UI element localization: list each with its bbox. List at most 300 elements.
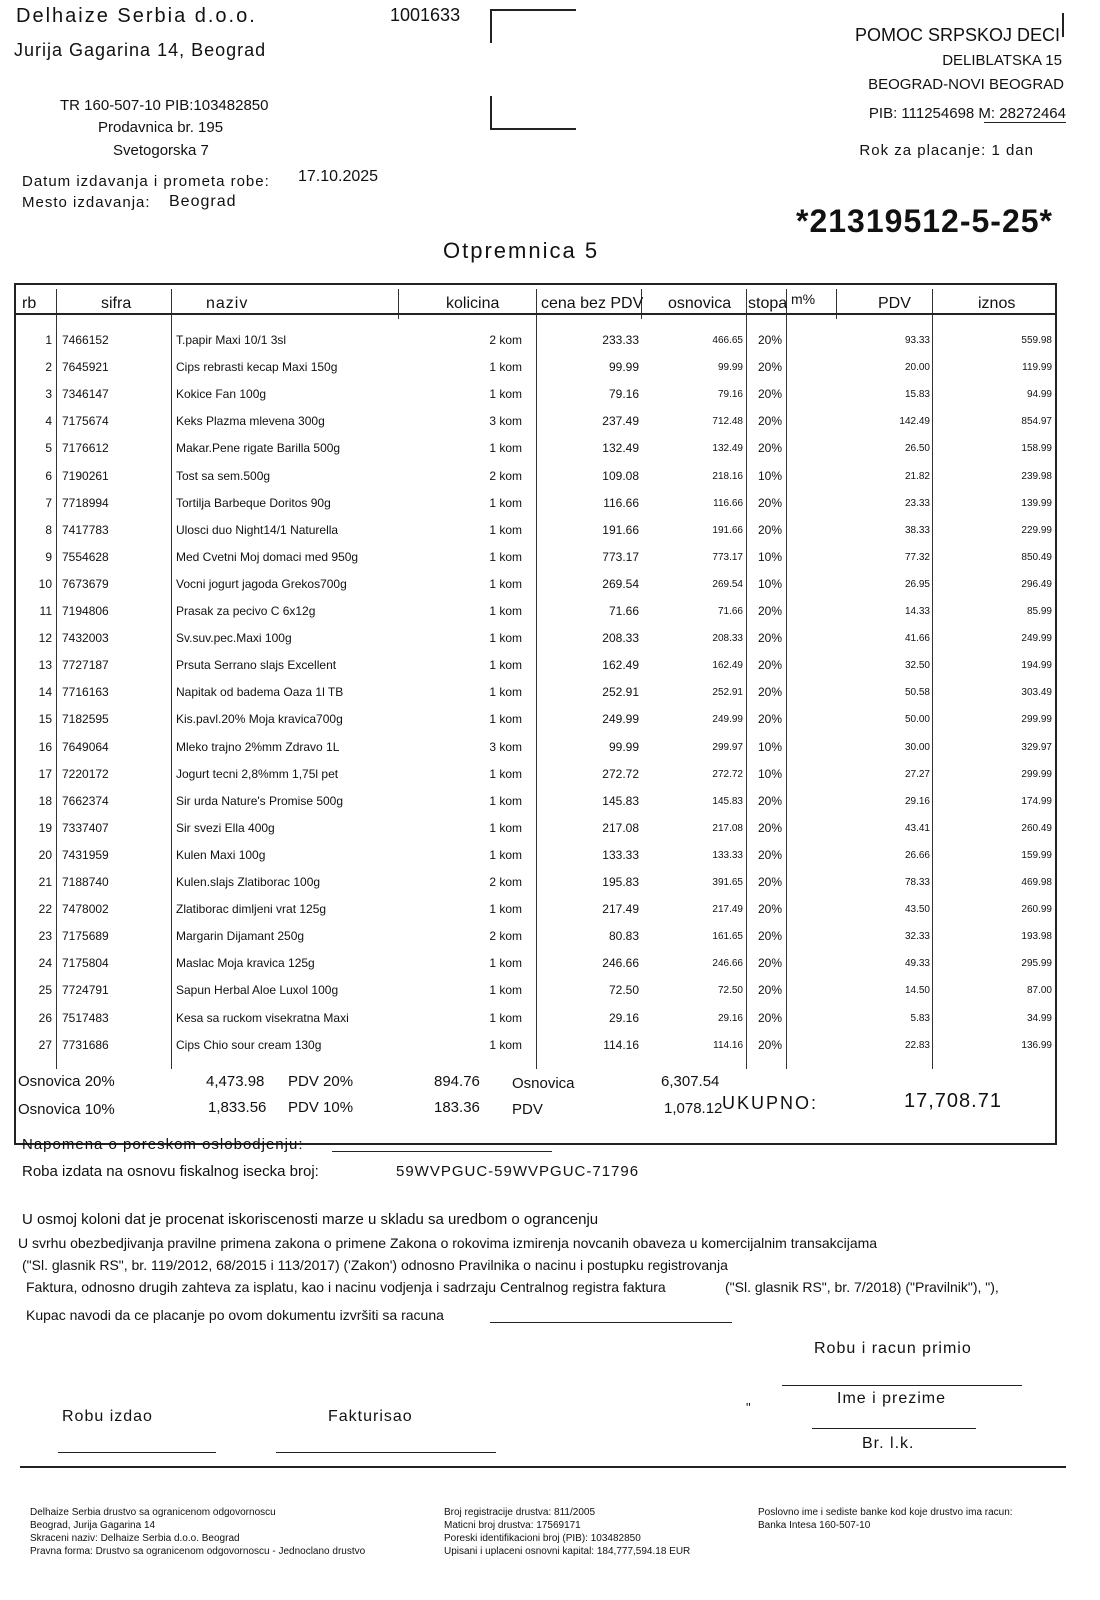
cell-osn: 191.66 bbox=[712, 524, 743, 536]
cell-naziv: T.papir Maxi 10/1 3sl bbox=[176, 333, 287, 347]
cell-rb: 3 bbox=[45, 387, 52, 402]
cell-cena: 162.49 bbox=[602, 658, 639, 673]
cell-osn: 29.16 bbox=[717, 1012, 743, 1024]
cell-iznos: 303.49 bbox=[1021, 687, 1052, 699]
header-pdv: PDV bbox=[878, 295, 911, 312]
buyer-pib-underline bbox=[984, 122, 1066, 123]
cell-stopa: 10% bbox=[758, 468, 783, 483]
cell-pdv: 50.00 bbox=[904, 714, 930, 726]
cell-pdv: 43.41 bbox=[904, 822, 930, 834]
cell-kol: 2 kom bbox=[489, 333, 522, 347]
table-row bbox=[16, 1007, 1055, 1034]
cell-sifra: 7673679 bbox=[62, 576, 109, 591]
cell-sifra: 7194806 bbox=[62, 604, 109, 618]
cell-stopa: 20% bbox=[758, 387, 783, 402]
cell-cena: 79.16 bbox=[608, 387, 639, 402]
primio-label: Robu i racun primio bbox=[814, 1340, 972, 1357]
cell-osn: 208.33 bbox=[712, 633, 743, 645]
footer-line: Beograd, Jurija Gagarina 14 bbox=[30, 1520, 156, 1531]
header-osnovica: osnovica bbox=[668, 295, 732, 312]
cell-pdv: 20.00 bbox=[904, 362, 930, 374]
brlk-label: Br. l.k. bbox=[862, 1435, 915, 1452]
cell-pdv: 29.16 bbox=[904, 795, 930, 807]
cell-naziv: Prsuta Serrano slajs Excellent bbox=[176, 658, 337, 673]
cell-pdv: 22.83 bbox=[904, 1039, 930, 1051]
seller-tr-pib: TR 160-507-10 PIB:103482850 bbox=[60, 97, 269, 114]
cell-pdv: 32.33 bbox=[904, 931, 930, 943]
cell-kol: 2 kom bbox=[489, 875, 522, 889]
cell-iznos: 229.99 bbox=[1021, 524, 1052, 536]
ime-prezime-label: Ime i prezime bbox=[837, 1390, 947, 1407]
cell-stopa: 20% bbox=[758, 929, 783, 944]
cell-rb: 24 bbox=[38, 956, 52, 971]
cell-pdv: 93.33 bbox=[904, 335, 930, 346]
table-row bbox=[16, 925, 1055, 952]
cell-cena: 99.99 bbox=[608, 360, 639, 375]
cell-pdv: 38.33 bbox=[904, 524, 930, 536]
table-row bbox=[16, 437, 1055, 464]
cell-rb: 21 bbox=[38, 875, 52, 889]
cell-cena: 246.66 bbox=[602, 956, 639, 971]
cell-kol: 1 kom bbox=[489, 1010, 522, 1025]
cell-cena: 80.83 bbox=[608, 929, 639, 944]
issue-date-value: 17.10.2025 bbox=[298, 168, 379, 185]
header-cena: cena bez PDV bbox=[541, 295, 644, 312]
cell-naziv: Vocni jogurt jagoda Grekos700g bbox=[176, 576, 347, 591]
table-row bbox=[16, 763, 1055, 790]
cell-naziv: Sir svezi Ella 400g bbox=[176, 820, 275, 835]
cell-iznos: 136.99 bbox=[1021, 1039, 1052, 1051]
cell-kol: 1 kom bbox=[489, 820, 522, 835]
cell-iznos: 158.99 bbox=[1021, 443, 1052, 455]
cell-sifra: 7220172 bbox=[62, 766, 109, 781]
table-row bbox=[16, 410, 1055, 437]
cell-sifra: 7432003 bbox=[62, 631, 109, 646]
cell-rb: 2 bbox=[45, 360, 52, 375]
address-window-bracket-bottom bbox=[490, 96, 576, 130]
cell-rb: 15 bbox=[38, 712, 52, 727]
cell-sifra: 7346147 bbox=[62, 387, 109, 402]
issue-place-value: Beograd bbox=[169, 193, 237, 210]
cell-sifra: 7649064 bbox=[62, 739, 109, 754]
cell-naziv: Jogurt tecni 2,8%mm 1,75l pet bbox=[176, 766, 339, 781]
cell-kol: 1 kom bbox=[489, 956, 522, 971]
cell-iznos: 299.99 bbox=[1021, 768, 1052, 780]
cell-osn: 246.66 bbox=[712, 958, 743, 970]
kupac-note: Kupac navodi da ce placanje po ovom dokumentu izvršiti sa racuna bbox=[26, 1307, 444, 1323]
cell-osn: 161.65 bbox=[712, 931, 743, 943]
fakturisao-line bbox=[276, 1452, 496, 1453]
cell-iznos: 139.99 bbox=[1021, 497, 1052, 509]
cell-sifra: 7718994 bbox=[62, 495, 109, 510]
quote-mark: " bbox=[746, 1400, 751, 1415]
footer-line: Skraceni naziv: Delhaize Serbia d.o.o. Beograd bbox=[30, 1533, 240, 1544]
cell-osn: 466.65 bbox=[712, 335, 743, 346]
footer-registration-info bbox=[444, 1506, 690, 1558]
table-row bbox=[16, 681, 1055, 708]
footer-company-info bbox=[30, 1506, 365, 1558]
cell-stopa: 20% bbox=[758, 604, 783, 618]
document-title: Otpremnica 5 bbox=[443, 238, 600, 263]
cell-sifra: 7190261 bbox=[62, 468, 109, 483]
table-row bbox=[16, 465, 1055, 492]
cell-naziv: Sv.suv.pec.Maxi 100g bbox=[176, 631, 292, 646]
header-stopa: stopa bbox=[748, 295, 788, 312]
cell-stopa: 10% bbox=[758, 549, 783, 564]
cell-osn: 272.72 bbox=[712, 768, 743, 780]
header-rb: rb bbox=[22, 295, 37, 312]
cell-osn: 145.83 bbox=[712, 795, 743, 807]
header-marza: m% bbox=[791, 291, 816, 307]
cell-pdv: 41.66 bbox=[904, 633, 930, 645]
cell-iznos: 854.97 bbox=[1021, 416, 1052, 428]
cell-pdv: 26.95 bbox=[904, 578, 930, 590]
pdv10-value: 183.36 bbox=[434, 1099, 480, 1116]
cell-stopa: 20% bbox=[758, 875, 783, 889]
cell-kol: 1 kom bbox=[489, 1037, 522, 1052]
cell-naziv: Tost sa sem.500g bbox=[176, 468, 271, 483]
cell-iznos: 469.98 bbox=[1021, 877, 1052, 888]
cell-osn: 71.66 bbox=[717, 606, 743, 617]
cell-cena: 272.72 bbox=[602, 766, 639, 781]
payment-term: Rok za placanje: 1 dan bbox=[859, 142, 1034, 159]
cell-kol: 1 kom bbox=[489, 902, 522, 917]
cell-stopa: 20% bbox=[758, 333, 783, 347]
cell-iznos: 295.99 bbox=[1021, 958, 1052, 970]
footer-bank-info bbox=[758, 1506, 1013, 1532]
cell-pdv: 5.83 bbox=[910, 1012, 930, 1024]
cell-cena: 116.66 bbox=[603, 495, 639, 510]
cell-cena: 71.66 bbox=[608, 604, 639, 618]
cell-stopa: 10% bbox=[758, 766, 783, 781]
cell-osn: 712.48 bbox=[712, 416, 743, 428]
robu-izdao-label: Robu izdao bbox=[62, 1408, 153, 1425]
cell-rb: 9 bbox=[45, 549, 52, 564]
table-row bbox=[16, 952, 1055, 979]
cell-sifra: 7182595 bbox=[62, 712, 109, 727]
cell-pdv: 21.82 bbox=[904, 470, 930, 482]
cell-naziv: Sir urda Nature's Promise 500g bbox=[176, 793, 344, 808]
cell-stopa: 10% bbox=[758, 576, 783, 591]
cell-naziv: Sapun Herbal Aloe Luxol 100g bbox=[176, 983, 339, 998]
cell-stopa: 20% bbox=[758, 360, 783, 375]
issue-date-label: Datum izdavanja i prometa robe: bbox=[22, 173, 270, 190]
cell-sifra: 7517483 bbox=[62, 1010, 109, 1025]
cell-pdv: 23.33 bbox=[904, 497, 930, 509]
seller-name: Delhaize Serbia d.o.o. bbox=[16, 5, 257, 27]
cell-osn: 99.99 bbox=[717, 362, 743, 374]
osnovica20-value: 4,473.98 bbox=[206, 1073, 265, 1090]
cell-rb: 17 bbox=[38, 766, 52, 781]
cell-cena: 114.16 bbox=[603, 1037, 639, 1052]
cell-stopa: 20% bbox=[758, 847, 783, 862]
table-row bbox=[16, 519, 1055, 546]
cell-kol: 1 kom bbox=[489, 712, 522, 727]
cell-cena: 145.83 bbox=[602, 793, 639, 808]
marza-note: U osmoj koloni dat je procenat iskoriscenosti marze u skladu sa uredbom o ograncenju bbox=[22, 1211, 599, 1228]
buyer-pib: PIB: 111254698 M: 28272464 bbox=[868, 105, 1066, 122]
cell-rb: 25 bbox=[38, 983, 52, 998]
cell-cena: 249.99 bbox=[602, 712, 639, 727]
cell-kol: 1 kom bbox=[489, 658, 522, 673]
ukupno-value: 17,708.71 bbox=[904, 1090, 1002, 1112]
cell-cena: 217.49 bbox=[602, 902, 639, 917]
napomena-label: Napomena o poreskom oslobodjenju: bbox=[22, 1136, 304, 1153]
cell-pdv: 78.33 bbox=[904, 877, 930, 888]
cell-osn: 299.97 bbox=[712, 741, 743, 753]
header-kolicina: kolicina bbox=[446, 295, 500, 312]
cell-sifra: 7175689 bbox=[62, 929, 109, 944]
cell-cena: 99.99 bbox=[608, 739, 639, 754]
footer-divider bbox=[20, 1466, 1066, 1468]
seller-store: Prodavnica br. 195 bbox=[98, 119, 224, 136]
cell-sifra: 7417783 bbox=[62, 522, 109, 537]
cell-osn: 116.66 bbox=[713, 497, 743, 509]
legal-line-3a: Faktura, odnosno drugih zahteva za isplatu, kao i nacinu vodjenja i sadrzaju Centralnog registra faktura bbox=[26, 1279, 666, 1295]
cell-sifra: 7716163 bbox=[62, 685, 109, 700]
cell-kol: 1 kom bbox=[489, 604, 522, 618]
header-divider bbox=[16, 313, 1055, 315]
cell-iznos: 174.99 bbox=[1021, 795, 1052, 807]
footer-line: Poslovno ime i sediste banke kod koje drustvo ima racun: bbox=[758, 1507, 1013, 1518]
cell-cena: 208.33 bbox=[602, 631, 639, 646]
cell-naziv: Margarin Dijamant 250g bbox=[176, 929, 305, 944]
table-row bbox=[16, 383, 1055, 410]
cell-rb: 12 bbox=[38, 631, 52, 646]
footer-line: Maticni broj drustva: 17569171 bbox=[444, 1520, 581, 1531]
cell-rb: 8 bbox=[45, 522, 52, 537]
cell-naziv: Keks Plazma mlevena 300g bbox=[176, 414, 325, 429]
table-row bbox=[16, 708, 1055, 735]
cell-stopa: 20% bbox=[758, 793, 783, 808]
cell-rb: 20 bbox=[38, 847, 52, 862]
table-row bbox=[16, 844, 1055, 871]
cell-pdv: 77.32 bbox=[904, 551, 930, 563]
cell-pdv: 32.50 bbox=[904, 660, 930, 672]
cell-kol: 1 kom bbox=[489, 983, 522, 998]
cell-sifra: 7554628 bbox=[62, 549, 109, 564]
cell-naziv: Mleko trajno 2%mm Zdravo 1L bbox=[176, 739, 340, 754]
cell-rb: 16 bbox=[38, 739, 52, 754]
cell-osn: 269.54 bbox=[712, 578, 743, 590]
fiskalni-value: 59WVPGUC-59WVPGUC-71796 bbox=[396, 1163, 640, 1180]
table-row bbox=[16, 329, 1055, 356]
cell-pdv: 142.49 bbox=[899, 416, 930, 428]
cell-cena: 109.08 bbox=[602, 468, 639, 483]
cell-stopa: 20% bbox=[758, 902, 783, 917]
table-row bbox=[16, 600, 1055, 627]
cell-kol: 1 kom bbox=[489, 495, 522, 510]
cell-sifra: 7337407 bbox=[62, 820, 109, 835]
cell-stopa: 20% bbox=[758, 820, 783, 835]
pdv-value: 1,078.12 bbox=[664, 1100, 723, 1117]
cell-rb: 19 bbox=[38, 820, 52, 835]
footer-line: Poreski identifikacioni broj (PIB): 103482850 bbox=[444, 1533, 641, 1544]
cell-sifra: 7724791 bbox=[62, 983, 109, 998]
cell-rb: 13 bbox=[38, 658, 52, 673]
cell-kol: 1 kom bbox=[489, 522, 522, 537]
cell-naziv: Prasak za pecivo C 6x12g bbox=[176, 604, 316, 618]
cell-osn: 132.49 bbox=[712, 443, 743, 455]
cell-rb: 27 bbox=[38, 1037, 52, 1052]
cell-iznos: 299.99 bbox=[1021, 714, 1052, 726]
issue-place-label: Mesto izdavanja: bbox=[22, 194, 151, 211]
table-row bbox=[16, 736, 1055, 763]
cell-iznos: 559.98 bbox=[1021, 335, 1052, 346]
cell-osn: 217.08 bbox=[712, 822, 743, 834]
cell-sifra: 7188740 bbox=[62, 875, 109, 889]
cell-osn: 72.50 bbox=[717, 985, 743, 997]
cell-rb: 11 bbox=[39, 604, 52, 618]
header-naziv: naziv bbox=[206, 295, 249, 312]
napomena-line bbox=[332, 1151, 552, 1152]
cell-stopa: 20% bbox=[758, 631, 783, 646]
seller-address: Jurija Gagarina 14, Beograd bbox=[14, 40, 267, 60]
table-row bbox=[16, 979, 1055, 1006]
table-row bbox=[16, 546, 1055, 573]
cell-kol: 3 kom bbox=[489, 739, 522, 754]
ukupno-label: UKUPNO: bbox=[722, 1093, 819, 1113]
cell-naziv: Tortilja Barbeque Doritos 90g bbox=[176, 495, 331, 510]
robu-izdao-line bbox=[58, 1452, 216, 1453]
footer-line: Pravna forma: Drustvo sa ogranicenom odgovornoscu - Jednoclano drustvo bbox=[30, 1546, 366, 1557]
header-sifra: sifra bbox=[101, 295, 132, 312]
cell-iznos: 119.99 bbox=[1022, 362, 1052, 374]
footer-line: Upisani i uplaceni osnovni kapital: 184,777,594.18 EUR bbox=[444, 1546, 691, 1557]
footer-line: Broj registracije drustva: 811/2005 bbox=[444, 1507, 596, 1518]
cell-pdv: 27.27 bbox=[904, 768, 930, 780]
fakturisao-label: Fakturisao bbox=[328, 1408, 413, 1425]
cell-rb: 23 bbox=[38, 929, 52, 944]
cell-kol: 1 kom bbox=[489, 576, 522, 591]
cell-sifra: 7466152 bbox=[62, 333, 109, 347]
cell-rb: 22 bbox=[38, 902, 52, 917]
cell-cena: 233.33 bbox=[602, 333, 639, 347]
cell-sifra: 7731686 bbox=[62, 1037, 109, 1052]
cell-sifra: 7176612 bbox=[62, 441, 109, 456]
table-row bbox=[16, 492, 1055, 519]
cell-stopa: 20% bbox=[758, 1010, 783, 1025]
table-row bbox=[16, 1034, 1055, 1061]
cell-naziv: Makar.Pene rigate Barilla 500g bbox=[176, 441, 341, 456]
cell-kol: 3 kom bbox=[489, 414, 522, 429]
cell-cena: 133.33 bbox=[602, 847, 639, 862]
cell-pdv: 26.66 bbox=[904, 849, 930, 861]
ime-prezime-line bbox=[812, 1428, 976, 1429]
cell-naziv: Napitak od badema Oaza 1l TB bbox=[176, 685, 344, 700]
cell-stopa: 20% bbox=[758, 983, 783, 998]
cell-sifra: 7662374 bbox=[62, 793, 109, 808]
cell-kol: 1 kom bbox=[489, 631, 522, 646]
cell-naziv: Kulen.slajs Zlatiborac 100g bbox=[176, 875, 321, 889]
table-row bbox=[16, 627, 1055, 654]
cell-kol: 1 kom bbox=[489, 793, 522, 808]
buyer-street: DELIBLATSKA 15 bbox=[942, 52, 1062, 69]
cell-pdv: 14.33 bbox=[904, 606, 930, 617]
legal-line-3b: ("Sl. glasnik RS", br. 7/2018) ("Pravilnik"), "), bbox=[725, 1279, 999, 1295]
cell-cena: 217.08 bbox=[602, 820, 639, 835]
legal-line-2: ("Sl. glasnik RS", br. 119/2012, 68/2015 i 113/2017) ('Zakon') odnosno Pravilnika o nacinu i postupku registrovanja bbox=[22, 1257, 728, 1273]
cell-iznos: 260.49 bbox=[1021, 822, 1052, 834]
cell-rb: 5 bbox=[45, 441, 52, 456]
cell-iznos: 159.99 bbox=[1021, 849, 1052, 861]
cell-rb: 26 bbox=[38, 1010, 52, 1025]
cell-osn: 252.91 bbox=[712, 687, 743, 699]
cell-naziv: Cips Chio sour cream 130g bbox=[176, 1037, 322, 1052]
cell-rb: 10 bbox=[38, 576, 52, 591]
cell-stopa: 20% bbox=[758, 495, 783, 510]
cell-pdv: 30.00 bbox=[904, 741, 930, 753]
cell-iznos: 193.98 bbox=[1021, 931, 1052, 943]
legal-line-1: U svrhu obezbedjivanja pravilne primena zakona o primene Zakona o rokovima izmirenja novcanih obaveza u komercijalnim transakcijama bbox=[18, 1235, 878, 1251]
table-row bbox=[16, 871, 1055, 898]
cell-sifra: 7175674 bbox=[62, 414, 109, 429]
cell-sifra: 7727187 bbox=[62, 658, 109, 673]
cell-naziv: Maslac Moja kravica 125g bbox=[176, 956, 315, 971]
cell-rb: 1 bbox=[45, 333, 52, 347]
buyer-name: POMOC SRPSKOJ DECI bbox=[854, 25, 1060, 45]
cell-iznos: 239.98 bbox=[1021, 470, 1052, 482]
cell-iznos: 87.00 bbox=[1026, 985, 1052, 997]
fiskalni-label: Roba izdata na osnovu fiskalnog isecka broj: bbox=[22, 1163, 319, 1180]
cell-kol: 1 kom bbox=[489, 387, 522, 402]
primio-signature-line bbox=[782, 1385, 1022, 1386]
buyer-city: BEOGRAD-NOVI BEOGRAD bbox=[868, 76, 1064, 93]
cell-kol: 1 kom bbox=[489, 685, 522, 700]
osnovica10-value: 1,833.56 bbox=[208, 1099, 267, 1116]
cell-cena: 132.49 bbox=[602, 441, 639, 456]
cell-osn: 249.99 bbox=[712, 714, 743, 726]
cell-pdv: 15.83 bbox=[904, 389, 930, 401]
cell-sifra: 7645921 bbox=[62, 360, 109, 375]
cell-iznos: 85.99 bbox=[1026, 606, 1052, 617]
table-row bbox=[16, 817, 1055, 844]
cell-kol: 1 kom bbox=[489, 549, 522, 564]
document-barcode-text: *21319512-5-25* bbox=[796, 203, 1053, 239]
pdv20-value: 894.76 bbox=[434, 1073, 480, 1090]
table-row bbox=[16, 790, 1055, 817]
cell-sifra: 7175804 bbox=[62, 956, 109, 971]
cell-osn: 114.16 bbox=[713, 1039, 743, 1051]
cell-pdv: 26.50 bbox=[904, 443, 930, 455]
cell-osn: 79.16 bbox=[717, 389, 743, 401]
cell-osn: 217.49 bbox=[712, 904, 743, 916]
cell-osn: 133.33 bbox=[712, 849, 743, 861]
cell-naziv: Ulosci duo Night14/1 Naturella bbox=[176, 522, 339, 537]
cell-naziv: Cips rebrasti kecap Maxi 150g bbox=[176, 360, 338, 375]
cell-naziv: Kokice Fan 100g bbox=[176, 387, 267, 402]
kupac-account-line bbox=[490, 1322, 732, 1323]
cell-cena: 269.54 bbox=[602, 576, 639, 591]
cell-iznos: 296.49 bbox=[1021, 578, 1052, 590]
cell-kol: 2 kom bbox=[489, 929, 522, 944]
cell-cena: 252.91 bbox=[602, 685, 639, 700]
cell-stopa: 20% bbox=[758, 1037, 783, 1052]
cell-naziv: Kesa sa ruckom visekratna Maxi bbox=[176, 1010, 349, 1025]
cell-kol: 2 kom bbox=[489, 468, 522, 483]
cell-cena: 237.49 bbox=[602, 414, 639, 429]
header-iznos: iznos bbox=[978, 295, 1016, 312]
cell-osn: 773.17 bbox=[712, 551, 743, 563]
cell-iznos: 260.99 bbox=[1021, 904, 1052, 916]
cell-naziv: Zlatiborac dimljeni vrat 125g bbox=[176, 902, 327, 917]
footer-line: Banka Intesa 160-507-10 bbox=[758, 1520, 871, 1531]
cell-kol: 1 kom bbox=[489, 766, 522, 781]
cell-pdv: 14.50 bbox=[904, 985, 930, 997]
cell-sifra: 7431959 bbox=[62, 847, 109, 862]
buyer-name-bar bbox=[1062, 13, 1064, 37]
cell-stopa: 10% bbox=[758, 739, 783, 754]
